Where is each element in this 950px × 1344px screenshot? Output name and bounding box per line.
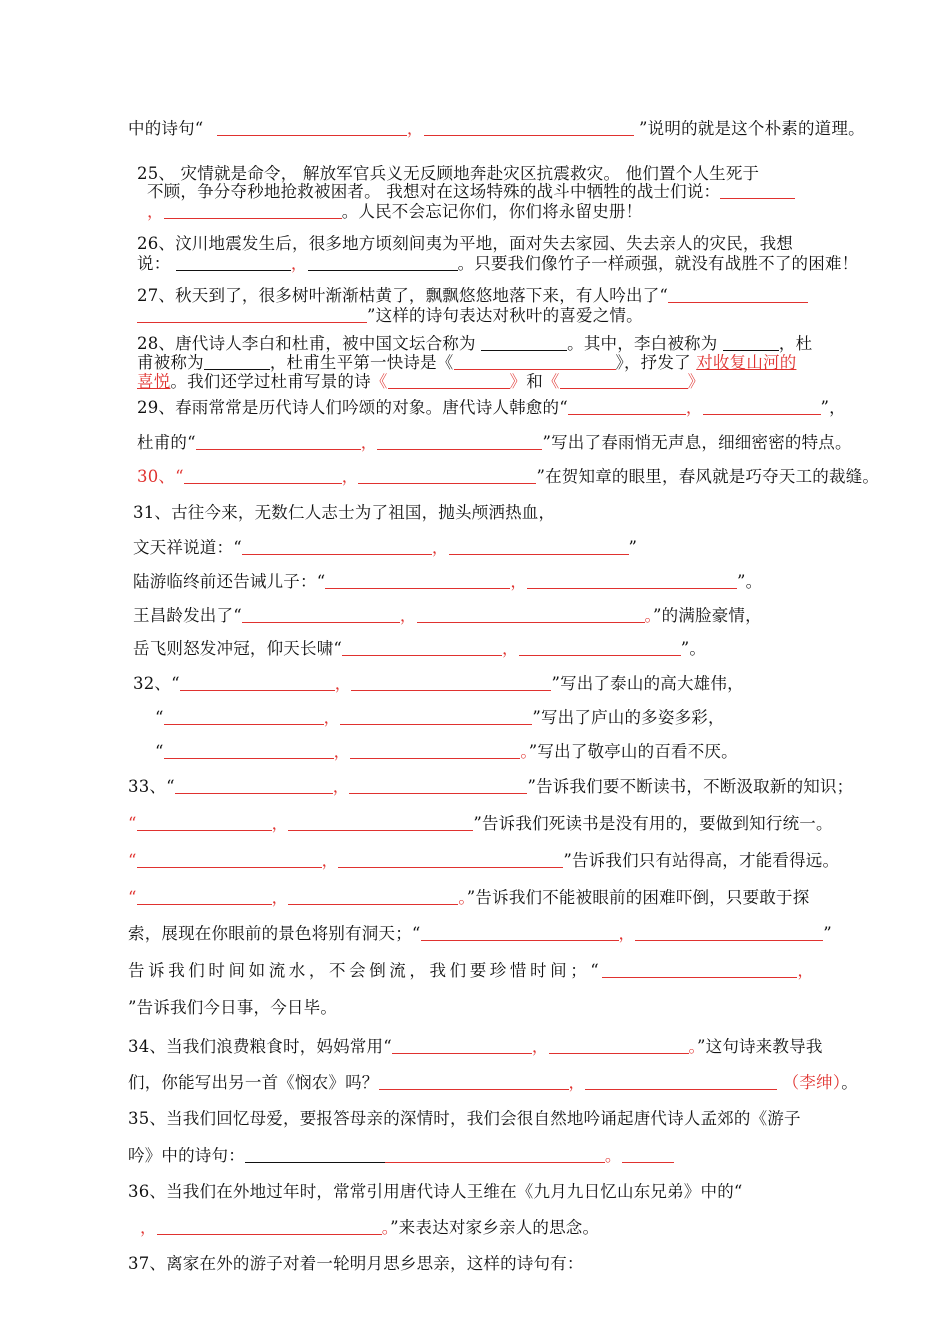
text: ”告诉我们不能被眼前的困难吓倒，只要敢于探 (466, 888, 810, 907)
text: 和 (526, 372, 543, 391)
text: 。其中，李白被称为 (567, 334, 718, 353)
q25-line-3 (147, 201, 642, 223)
text: 29、春雨常常是历代诗人们吟颂的对象。唐代诗人韩愈的“ (137, 398, 568, 417)
q33-line-6 (128, 960, 817, 982)
text: ”这样的诗句表达对秋叶的喜爱之情。 (367, 306, 643, 325)
answer-blank[interactable] (720, 182, 795, 199)
line-1 (128, 118, 865, 140)
q32-line-1 (133, 673, 744, 695)
comma: ， (510, 572, 528, 591)
q28-line-3 (137, 371, 704, 393)
comma: ， (271, 814, 289, 833)
text: 说： (137, 254, 171, 273)
quote-open: “ (175, 467, 184, 486)
comma: ， (290, 254, 308, 273)
answer-blank[interactable] (585, 1073, 777, 1090)
text: 王昌龄发出了“ (133, 606, 242, 625)
answer-blank[interactable] (308, 254, 458, 271)
text: ”的满脸豪情， (653, 606, 762, 625)
q29-line-1 (137, 397, 846, 419)
text: ”告诉我们今日事，今日毕。 (128, 998, 338, 1017)
question-number: 30、 (137, 467, 176, 486)
answer-blank[interactable] (342, 639, 502, 656)
period: 。 (688, 1037, 697, 1056)
text: 33、“ (128, 777, 175, 796)
q34-line-1 (128, 1036, 823, 1058)
q30-line (137, 466, 879, 488)
answer-blank[interactable] (549, 1037, 689, 1054)
answer-blank[interactable] (164, 708, 324, 725)
red-hint: 喜悦 (137, 372, 171, 391)
text: ”写出了春雨悄无声息，细细密密的特点。 (542, 433, 852, 452)
answer-blank[interactable] (196, 433, 361, 450)
text: 。我们还学过杜甫写景的诗 (170, 372, 371, 391)
answer-blank[interactable] (245, 1146, 385, 1163)
q31-line-2 (133, 537, 637, 559)
text: ”。 (737, 572, 763, 591)
text: 27、秋天到了，很多树叶渐渐枯黄了，飘飘悠悠地落下来，有人吟出了“ (137, 286, 669, 305)
comma: ， (568, 1073, 586, 1092)
comma: ， (399, 606, 417, 625)
answer-blank[interactable] (358, 467, 536, 484)
answer-blank[interactable] (288, 888, 458, 905)
answer-blank[interactable] (350, 742, 520, 759)
answer-blank[interactable] (242, 538, 432, 555)
q37-line-1: 37、离家在外的游子对着一轮明月思乡思亲，这样的诗句有： (128, 1254, 584, 1273)
answer-blank[interactable] (175, 777, 333, 794)
text: “ (155, 742, 164, 761)
text: ” (628, 538, 638, 557)
text: ” (823, 924, 832, 943)
comma: ， (147, 202, 164, 221)
comma: ， (797, 961, 818, 980)
text: 岳飞则怒发冲冠，仰天长啸“ (133, 639, 343, 658)
answer-blank[interactable] (377, 433, 542, 450)
text: 们，你能写出另一首《悯农》吗？ (128, 1073, 379, 1092)
answer-blank[interactable] (164, 202, 342, 219)
answer-blank[interactable] (137, 814, 272, 831)
text: ”告诉我们只有站得高，才能看得远。 (563, 851, 840, 870)
q27-line-2 (137, 305, 643, 327)
text: “ (155, 708, 164, 727)
q31-line-3 (133, 571, 762, 593)
quote-open: “ (128, 851, 137, 870)
quote-open: “ (128, 814, 137, 833)
q31-line-1: 31、古往今来，无数仁人志士为了祖国，抛头颅洒热血， (133, 503, 556, 522)
comma: ， (321, 851, 339, 870)
text: 28、唐代诗人李白和杜甫，被中国文坛合称为 (137, 334, 476, 353)
answer-blank[interactable] (421, 924, 619, 941)
text: 中的诗句“ (128, 119, 204, 138)
period: 。 (381, 1218, 391, 1237)
q33-line-2 (128, 813, 833, 835)
q34-line-2 (128, 1072, 858, 1094)
answer-blank[interactable] (217, 119, 407, 136)
answer-blank[interactable] (338, 851, 563, 868)
text: 甫被称为 (137, 353, 204, 372)
q33-line-1 (128, 776, 853, 798)
answer-blank[interactable] (424, 119, 634, 136)
answer-blank[interactable] (242, 606, 400, 623)
answer-blank[interactable] (157, 1218, 382, 1235)
q31-line-4 (133, 605, 762, 627)
answer-blank[interactable] (622, 1146, 674, 1163)
q36-line-1: 36、当我们在外地过年时，常常引用唐代诗人王维在《九月九日忆山东兄弟》中的“ (128, 1182, 743, 1201)
q33-line-4 (128, 887, 809, 909)
q29-line-2 (137, 432, 852, 454)
text: ”。 (680, 639, 707, 658)
q33-line-5 (128, 923, 832, 945)
text: ”说明的就是这个朴素的道理。 (639, 119, 865, 138)
period: 。 (520, 742, 529, 761)
q36-line-2 (140, 1217, 599, 1239)
answer-blank[interactable] (454, 353, 616, 370)
text: ，杜 (778, 334, 813, 353)
answer-blank[interactable] (184, 467, 342, 484)
comma: ， (502, 639, 519, 658)
text: ”， (820, 398, 846, 417)
answer-blank[interactable] (723, 334, 779, 351)
text: 文天祥说道：“ (133, 538, 242, 557)
answer-blank[interactable] (137, 888, 272, 905)
answer-blank[interactable] (417, 606, 645, 623)
comma: ， (618, 924, 636, 943)
text: ”来表达对家乡亲人的思念。 (390, 1218, 600, 1237)
quote-open: “ (128, 888, 137, 907)
answer-blank[interactable] (164, 742, 334, 759)
comma: ， (333, 742, 351, 761)
text: 34、当我们浪费粮食时，妈妈常用“ (128, 1037, 392, 1056)
q35-line-2 (128, 1145, 674, 1167)
period: 。 (644, 606, 653, 625)
bracket: 《 (542, 372, 560, 391)
bracket: 》 (687, 372, 705, 391)
bracket: 》 (509, 372, 527, 391)
answer-blank[interactable] (180, 674, 335, 691)
answer-blank[interactable] (568, 398, 686, 415)
q26-line-2 (137, 253, 858, 275)
answer-blank[interactable] (204, 353, 270, 370)
text: 32、“ (133, 674, 180, 693)
comma: ， (360, 433, 378, 452)
q35-line-1: 35、当我们回忆母爱，要报答母亲的深情时，我们会很自然地吟诵起唐代诗人孟郊的《游子 (128, 1109, 801, 1128)
answer-blank[interactable] (449, 538, 629, 555)
q25-line-2 (147, 181, 795, 203)
answer-blank[interactable] (388, 372, 510, 389)
q31-line-5 (133, 638, 706, 660)
comma: ， (323, 708, 341, 727)
answer-blank[interactable] (325, 572, 510, 589)
comma: ， (431, 538, 449, 557)
answer-blank[interactable] (288, 814, 473, 831)
text: 。只要我们像竹子一样顽强，就没有战胜不了的困难！ (457, 254, 859, 273)
answer-blank[interactable] (703, 398, 821, 415)
q27-line-1 (137, 285, 808, 307)
text: 不顾，争分夺秒地抢救被困者。 我想对在这场特殊的战斗中牺牲的战士们说： (147, 182, 721, 201)
answer-blank[interactable] (519, 639, 681, 656)
text: ”这句诗来教导我 (697, 1037, 823, 1056)
q33-line-7 (128, 997, 337, 1019)
bracket: 《 (370, 372, 388, 391)
answer-blank[interactable] (385, 1146, 605, 1163)
answer-blank[interactable] (349, 777, 527, 794)
answer-blank[interactable] (481, 334, 567, 351)
answer-blank[interactable] (137, 851, 322, 868)
comma: ， (271, 888, 289, 907)
comma: ， (531, 1037, 549, 1056)
answer-blank[interactable] (351, 674, 551, 691)
answer-blank[interactable] (560, 372, 688, 389)
text: 陆游临终前还告诫儿子：“ (133, 572, 326, 591)
red-hint: 对收复山河的 (696, 353, 797, 372)
answer-blank[interactable] (379, 1073, 569, 1090)
text: 杜甫的“ (137, 433, 196, 452)
period: 。 (604, 1146, 622, 1165)
comma: ， (334, 674, 352, 693)
comma: ， (332, 777, 350, 796)
q33-line-3 (128, 850, 839, 872)
answer-blank[interactable] (137, 306, 367, 323)
q25-line-1: 25、 灾情就是命令， 解放军官兵义无反顾地奔赴灾区抗震救灾。 他们置个人生死于 (137, 164, 760, 183)
text: ”写出了庐山的多姿多彩， (532, 708, 725, 727)
comma: ， (140, 1218, 157, 1237)
comma: ， (685, 398, 703, 417)
text: ”写出了泰山的高大雄伟， (551, 674, 744, 693)
text: 索，展现在你眼前的景色将别有洞天；“ (128, 924, 421, 943)
q32-line-3 (155, 741, 738, 763)
text: 》，抒发了 (615, 353, 691, 372)
text: 告诉我们时间如流水，不会倒流，我们要珍惜时间；“ (128, 961, 603, 980)
answer-blank[interactable] (392, 1037, 532, 1054)
text: ，杜甫生平第一快诗是《 (269, 353, 454, 372)
answer-blank[interactable] (602, 961, 797, 978)
text: 。人民不会忘记你们，你们将永留史册！ (341, 202, 643, 221)
text: 。 (841, 1073, 858, 1092)
author-hint: （李绅） (782, 1073, 842, 1092)
text: ”告诉我们要不断读书，不断汲取新的知识； (527, 777, 854, 796)
answer-blank[interactable] (668, 286, 808, 303)
q26-line-1: 26、汶川地震发生后，很多地方顷刻间夷为平地，面对失去家园、失去亲人的灾民，我想 (137, 234, 793, 253)
answer-blank[interactable] (340, 708, 532, 725)
text: ”在贺知章的眼里，春风就是巧夺天工的裁缝。 (536, 467, 880, 486)
text: ”告诉我们死读书是没有用的，要做到知行统一。 (473, 814, 833, 833)
text: 吟》中的诗句： (128, 1146, 245, 1165)
answer-blank[interactable] (635, 924, 823, 941)
answer-blank[interactable] (527, 572, 737, 589)
comma: ， (406, 119, 424, 138)
text: ”写出了敬亭山的百看不厌。 (528, 742, 738, 761)
period: 。 (458, 888, 467, 907)
q32-line-2 (155, 707, 725, 729)
answer-blank[interactable] (176, 254, 291, 271)
comma: ， (341, 467, 359, 486)
